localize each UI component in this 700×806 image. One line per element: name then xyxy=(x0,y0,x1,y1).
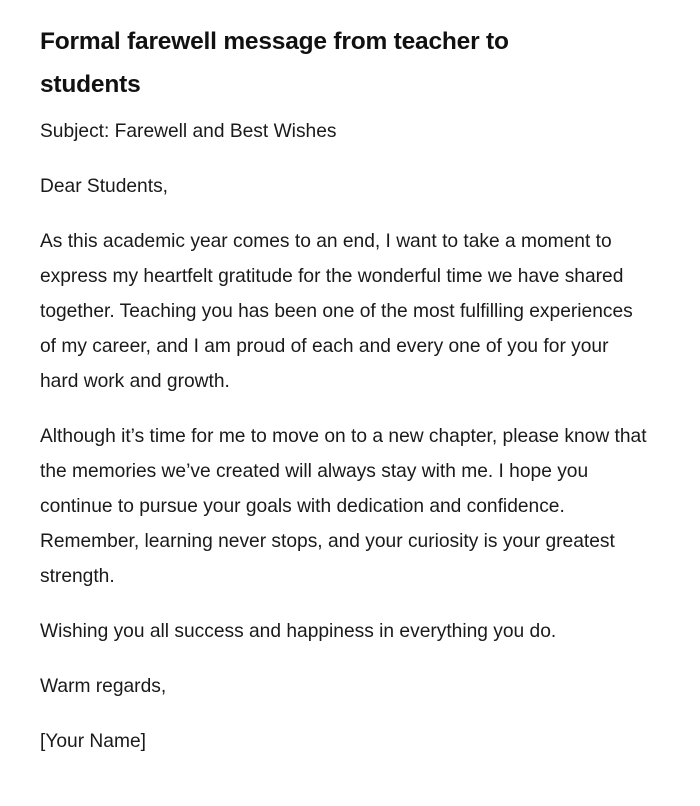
closing-line: Warm regards, xyxy=(40,676,167,697)
signature-placeholder: [Your Name] xyxy=(40,731,146,752)
paragraph-wishes: Wishing you all success and happiness in everything you do. xyxy=(40,621,557,642)
paragraph-gratitude: As this academic year comes to an end, I want to take a moment to express my heartfelt gratitude for the wonderful time we have shared together. Teaching you has been one of the most fulfilling experiences of my career, and I am proud of each and every one of you for your hard work and growth. xyxy=(40,231,633,392)
page-title: Formal farewell message from teacher to students xyxy=(40,28,509,98)
paragraph-new-chapter: Although it’s time for me to move on to a new chapter, please know that the memories we’ve created will always stay with me. I hope you continue to pursue your goals with dedication and confidence. Remember, learning never stops, and your curiosity is your greatest strength. xyxy=(40,426,647,587)
salutation: Dear Students, xyxy=(40,176,168,197)
subject-line: Subject: Farewell and Best Wishes xyxy=(40,121,337,142)
